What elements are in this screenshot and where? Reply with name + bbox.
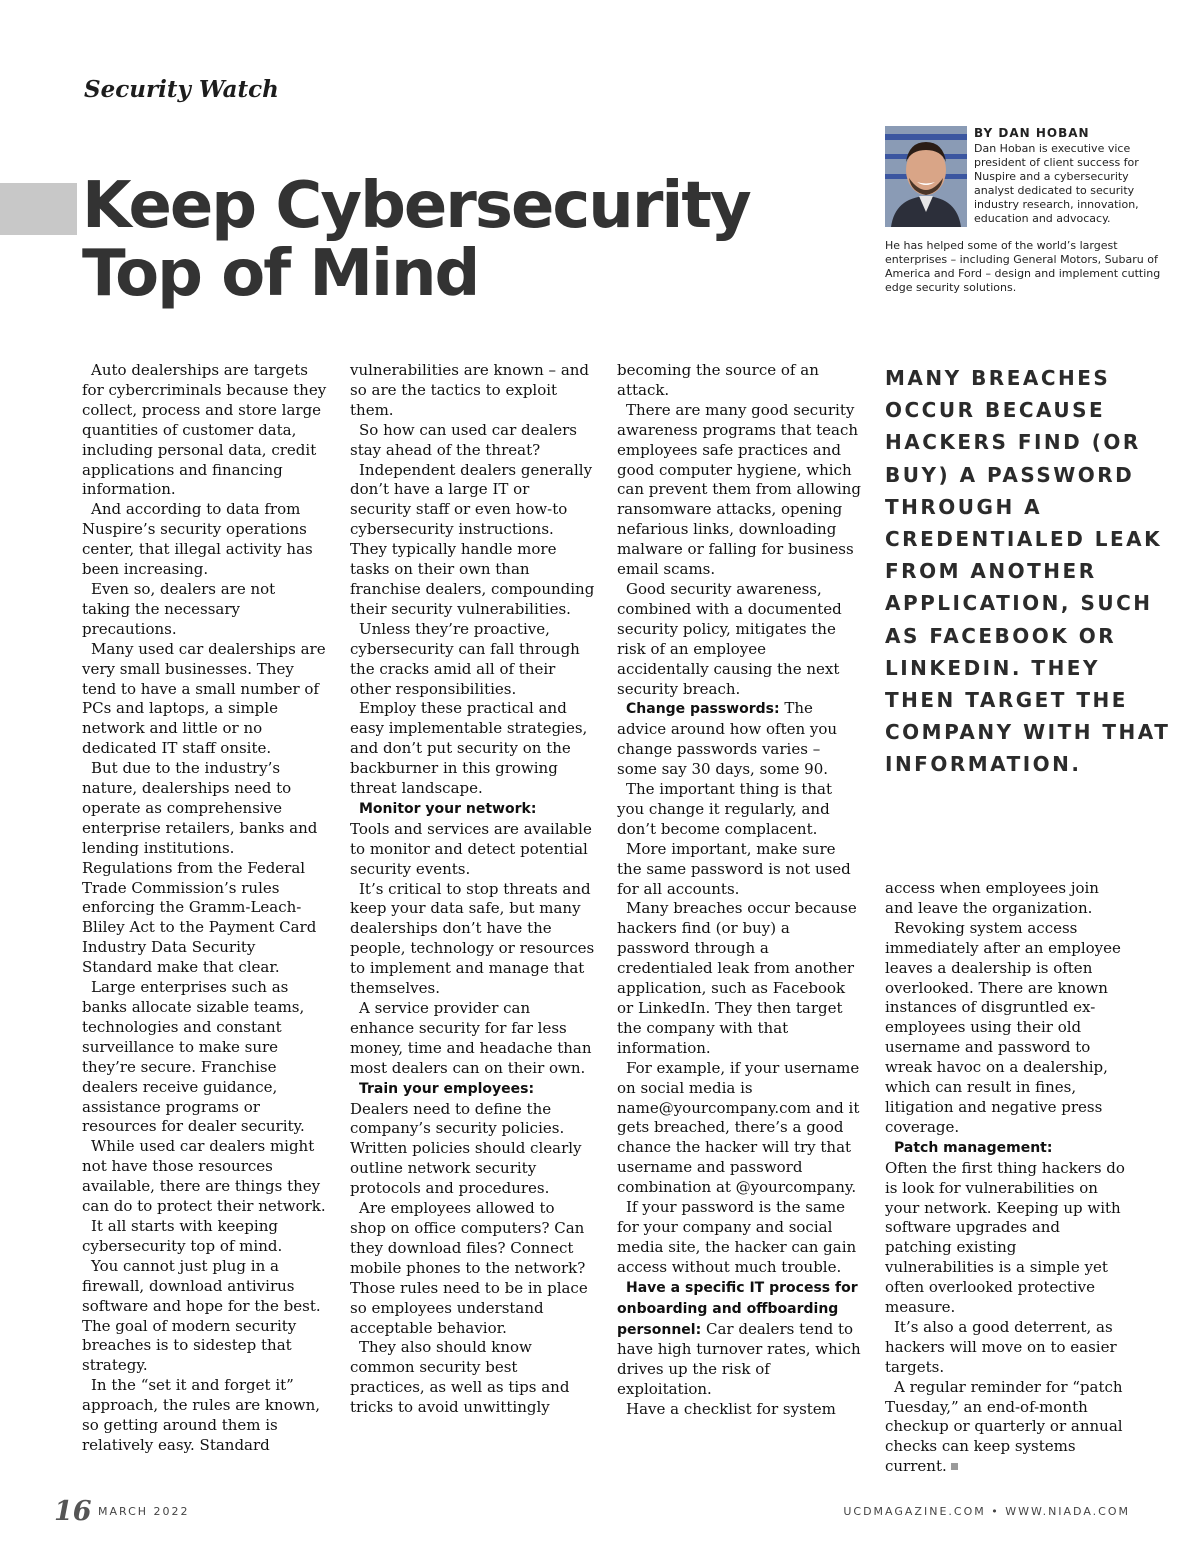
subhead-paragraph — [350, 799, 595, 820]
article-column-4 — [885, 879, 1130, 1477]
paragraph: While used car dealers might not have those resources available, there are things they can do to protect their network. — [82, 1137, 326, 1216]
paragraph: More important, make sure the same password is not used for all accounts. — [617, 839, 851, 898]
author-photo — [885, 126, 967, 227]
title-accent-bar — [0, 183, 77, 235]
paragraph: For example, if your username on social media is name@yourcompany.com and it gets breached, there’s a good chance the hacker will try that username and password combination at @yourcompany. — [617, 1058, 860, 1197]
author-bio-continued: He has helped some of the world’s largest enterprises – including General Motors, Subaru of America and Ford – design and implement cutting edge security solutions. — [885, 239, 1161, 294]
paragraph: A service provider can enhance security for far less money, time and headache than most dealers can on their own. — [350, 999, 592, 1077]
paragraph: But due to the industry’s nature, dealerships need to operate as comprehensive enterprise retailers, banks and lending institutions. Regulations from the Federal Trade Commission’s rules enforcing the Gramm-Leach-Bliley Act to the Payment Card Industry Data Security Standard make that clear. — [82, 759, 318, 977]
article-column-1 — [82, 361, 327, 1456]
author-byline: BY DAN HOBAN — [974, 126, 1090, 140]
subhead-monitor-network: Monitor your network: — [359, 800, 537, 817]
paragraph: Many used car dealerships are very small businesses. They tend to have a small number of PCs and laptops, a simple network and little or no dedicated IT staff onsite. — [82, 639, 326, 758]
paragraph: Large enterprises such as banks allocate sizable teams, technologies and constant surveillance to make sure they’re secure. Franchise dealers receive guidance, assistance programs or resources for dealer security. — [82, 978, 305, 1136]
paragraph: Employ these practical and easy implementable strategies, and don’t put security on the backburner in this growing threat landscape. — [350, 699, 588, 798]
paragraph: Revoking system access immediately after an employee leaves a dealership is often overlooked. There are known instances of disgruntled ex-employees using their old username and password to wreak havoc on a dealership, which can result in fines, litigation and negative press coverage. — [885, 918, 1121, 1136]
paragraph: They also should know common security best practices, as well as tips and tricks to avoid unwittingly — [350, 1338, 570, 1417]
paragraph: You cannot just plug in a firewall, download antivirus software and hope for the best. The goal of modern security breaches is to sidestep that strategy. — [82, 1256, 321, 1375]
paragraph: So how can used car dealers stay ahead of the threat? — [350, 420, 577, 459]
paragraph: If your password is the same for your company and social media site, the hacker can gain access without much trouble. — [617, 1198, 857, 1276]
paragraph: In the “set it and forget it” approach, the rules are known, so getting around them is relatively easy. Standard — [82, 1376, 321, 1454]
subhead-train-employees: Train your employees: — [359, 1080, 535, 1097]
subhead-onboarding-offboarding: Have a specific IT process for onboarding and offboarding personnel: — [617, 1279, 858, 1338]
subhead-change-passwords: Change passwords: — [626, 701, 780, 718]
paragraph — [617, 1278, 862, 1400]
subhead-patch-management: Patch management: — [894, 1139, 1053, 1156]
paragraph: It all starts with keeping cybersecurity top of mind. — [82, 1216, 283, 1255]
paragraph: It’s critical to stop threats and keep your data safe, but many dealerships don’t have the people, technology or resources to implement and manage that themselves. — [350, 879, 595, 998]
paragraph: becoming the source of an attack. — [617, 361, 819, 399]
article-column-2 — [350, 361, 595, 1418]
article-column-3 — [617, 361, 862, 1420]
paragraph — [617, 699, 862, 780]
footer-websites: UCDMAGAZINE.COM • WWW.NIADA.COM — [843, 1505, 1130, 1518]
author-bio: Dan Hoban is executive vice president of client success for Nuspire and a cybersecurity analyst dedicated to security industry research, innovation, education and advocacy. — [974, 142, 1139, 225]
paragraph: It’s also a good deterrent, as hackers will move on to easier targets. — [885, 1317, 1117, 1376]
page-number: 16 — [54, 1496, 92, 1527]
title-line-1: Keep Cybersecurity — [82, 169, 750, 243]
end-mark-icon — [951, 1463, 958, 1470]
paragraph: Are employees allowed to shop on office computers? Can they download files? Connect mobile phones to the network? Those rules need to be in place so employees understand acceptable behavior. — [350, 1199, 588, 1337]
subhead-paragraph — [350, 1079, 595, 1100]
paragraph: Even so, dealers are not taking the necessary precautions. — [82, 579, 276, 638]
paragraph: Independent dealers generally don’t have a large IT or security staff or even how-to cybersecurity instructions. They typically handle more tasks on their own than franchise dealers, compounding their security vulnerabilities. — [350, 460, 595, 618]
paragraph: Auto dealerships are targets for cybercriminals because they collect, process and store large quantities of customer data, including personal data, credit applications and financing information. — [82, 361, 327, 499]
article-title — [82, 169, 750, 311]
paragraph: Often the first thing hackers do is look for vulnerabilities on your network. Keeping up with software upgrades and patching existing vulnerabilities is a simple yet often overlooked protective measure. — [885, 1158, 1125, 1317]
pull-quote: MANY BREACHES OCCUR BECAUSE HACKERS FIND (OR BUY) A PASSWORD THROUGH A CREDENTIALED LEAK FROM ANOTHER APPLICATION, SUCH AS FACEBOOK OR LINKEDIN. THEY THEN TARGET THE COMPANY WITH THAT INFORMATION. — [885, 366, 1171, 777]
paragraph-text: Car dealers tend to have high turnover rates, which drives up the risk of exploitation. — [617, 1319, 861, 1399]
title-line-2: Top of Mind — [82, 237, 479, 311]
paragraph — [885, 1378, 1130, 1478]
paragraph: Good security awareness, combined with a documented security policy, mitigates the risk of an employee accidentally causing the next security breach. — [617, 579, 842, 698]
paragraph: And according to data from Nuspire’s security operations center, that illegal activity has been increasing. — [82, 500, 313, 579]
paragraph: Unless they’re proactive, cybersecurity can fall through the cracks amid all of their other responsibilities. — [350, 619, 580, 698]
paragraph: Have a checklist for system — [626, 1400, 836, 1419]
paragraph: Many breaches occur because hackers find (or buy) a password through a credentialed leak from another application, such as Facebook or LinkedIn. They then target the company with that information. — [617, 899, 857, 1057]
paragraph: The important thing is that you change it regularly, and don’t become complacent. — [617, 780, 833, 838]
issue-date: MARCH 2022 — [98, 1505, 190, 1518]
paragraph-text: The advice around how often you change passwords varies – some say 30 days, some 90. — [617, 699, 838, 779]
subhead-paragraph — [885, 1138, 1130, 1159]
paragraph: access when employees join and leave the organization. — [885, 879, 1099, 917]
paragraph: vulnerabilities are known – and so are the tactics to exploit them. — [350, 361, 590, 419]
paragraph: There are many good security awareness programs that teach employees safe practices and good computer hygiene, which can prevent them from allowing ransomware attacks, opening nefarious links, downloading malware or falling for business email scams. — [617, 400, 861, 579]
paragraph: Tools and services are available to monitor and detect potential security events. — [350, 819, 592, 878]
paragraph-text: A regular reminder for “patch Tuesday,” an end-of-month checkup or quarterly or annual checks can keep systems current. — [885, 1377, 1123, 1476]
paragraph: Dealers need to define the company’s security policies. Written policies should clearly outline network security protocols and procedures. — [350, 1099, 582, 1198]
section-kicker: Security Watch — [84, 76, 279, 103]
